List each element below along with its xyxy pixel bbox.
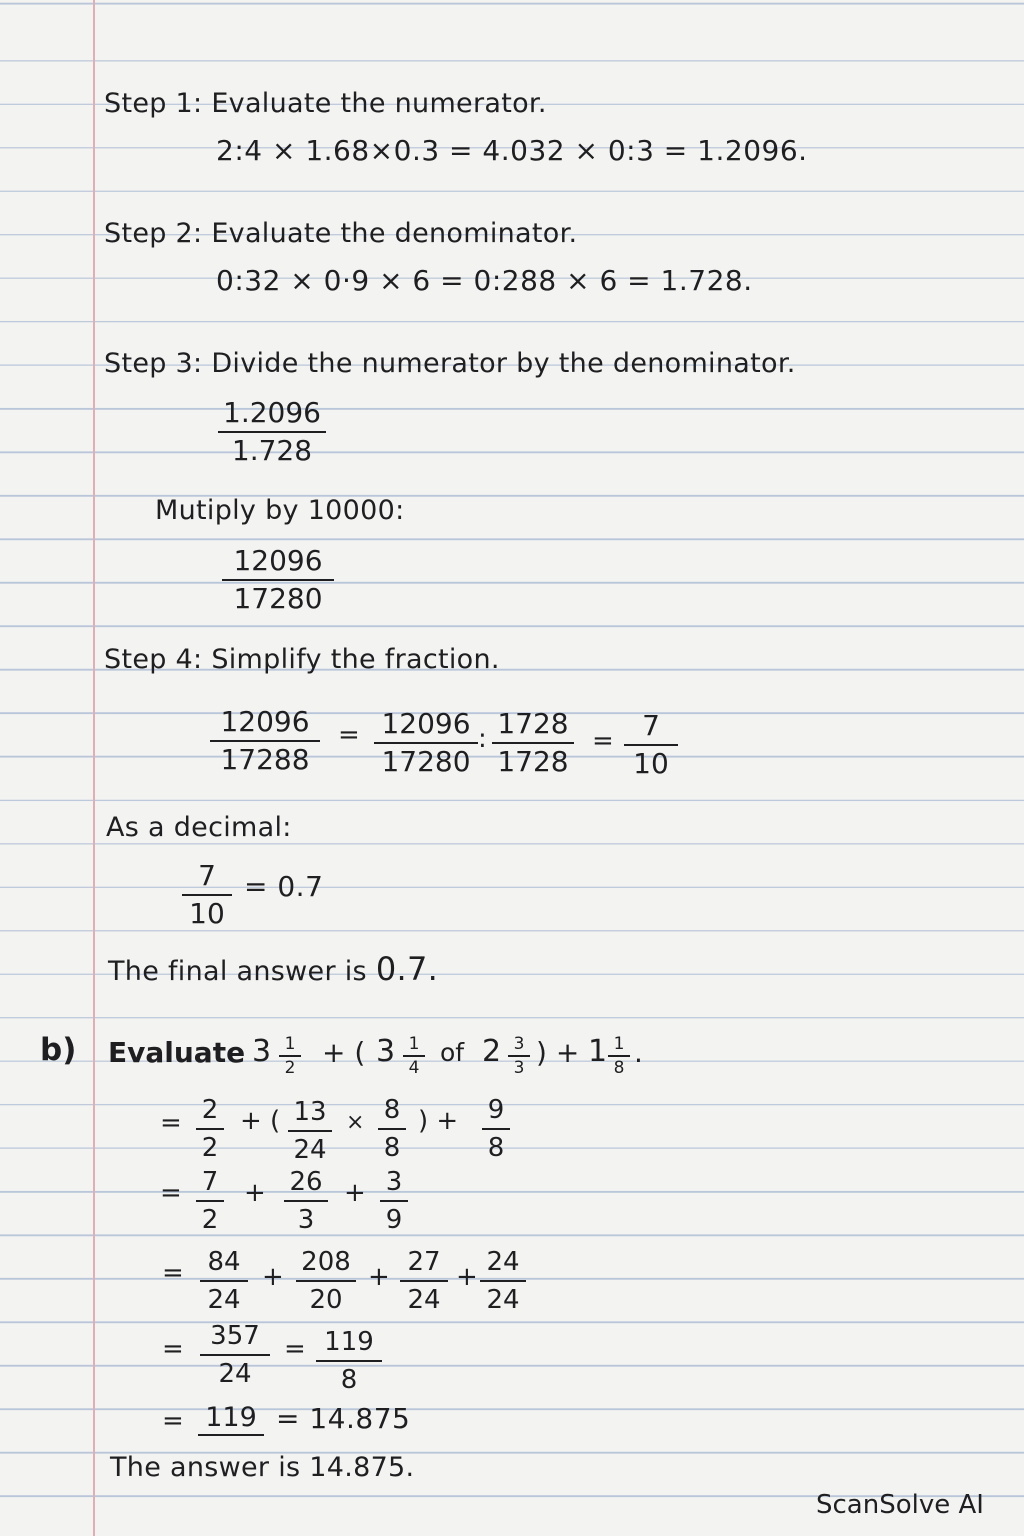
line1-fraction-d bbox=[482, 1094, 510, 1164]
fraction-bar bbox=[288, 1130, 332, 1132]
operator: + bbox=[368, 1262, 390, 1292]
final-answer-text bbox=[108, 950, 438, 988]
operator: ) + bbox=[418, 1106, 459, 1136]
fraction-numerator: 1 bbox=[284, 1034, 296, 1054]
scansolve-watermark: ScanSolve AI bbox=[816, 1490, 984, 1520]
fraction-bar bbox=[380, 1200, 408, 1202]
evaluate-word: Evaluate bbox=[108, 1036, 246, 1069]
operator: + ( bbox=[240, 1106, 281, 1136]
fraction-numerator: 208 bbox=[301, 1247, 351, 1277]
part-b-answer: The answer is 14.875. bbox=[110, 1452, 415, 1483]
step3-fraction-2 bbox=[222, 545, 334, 615]
line4-fraction-b bbox=[316, 1326, 382, 1396]
fraction-bar bbox=[279, 1055, 301, 1057]
equals-sign: = bbox=[160, 1178, 182, 1208]
of-word: of bbox=[440, 1038, 465, 1067]
step3-fraction-1 bbox=[218, 397, 326, 467]
fraction-denominator: 3 bbox=[513, 1057, 525, 1078]
operator: + bbox=[262, 1262, 284, 1292]
part-b-label: b) bbox=[40, 1032, 77, 1068]
fraction-numerator: 7 bbox=[201, 1167, 219, 1197]
line2-fraction-b bbox=[284, 1166, 328, 1236]
fraction-bar bbox=[374, 742, 478, 744]
fraction-denominator: 24 bbox=[293, 1135, 327, 1165]
step4-fraction-1 bbox=[210, 706, 320, 776]
fraction-denominator: 20 bbox=[309, 1285, 343, 1315]
fraction-bar bbox=[196, 1128, 224, 1130]
equals-sign: = bbox=[162, 1406, 184, 1436]
period: . bbox=[634, 1036, 643, 1069]
fraction-denominator: 8 bbox=[340, 1365, 358, 1395]
fraction-denominator: 4 bbox=[408, 1057, 420, 1078]
equals-sign: = bbox=[592, 726, 614, 756]
line1-fraction-b bbox=[288, 1096, 332, 1166]
fraction-denominator: 2 bbox=[284, 1057, 296, 1078]
fraction-bar bbox=[296, 1280, 356, 1282]
equals-sign: = bbox=[162, 1258, 184, 1288]
decimal-label: As a decimal: bbox=[106, 812, 292, 843]
mixed-fraction-4 bbox=[608, 1034, 630, 1078]
equals-sign: = bbox=[284, 1334, 306, 1364]
fraction-denominator: 2 bbox=[201, 1133, 219, 1163]
line5-result: = 14.875 bbox=[276, 1402, 411, 1435]
fraction-denominator: 2 bbox=[201, 1205, 219, 1235]
fraction-denominator: 8 bbox=[613, 1057, 625, 1078]
fraction-denominator: 8 bbox=[487, 1133, 505, 1163]
operator: + ( bbox=[322, 1036, 366, 1069]
fraction-numerator: 12096 bbox=[381, 707, 471, 740]
fraction-numerator: 26 bbox=[289, 1167, 323, 1197]
fraction-bar bbox=[210, 740, 320, 742]
fraction-numerator: 357 bbox=[210, 1321, 260, 1351]
fraction-bar bbox=[403, 1055, 425, 1057]
fraction-bar bbox=[508, 1055, 530, 1057]
fraction-bar bbox=[378, 1128, 406, 1130]
fraction-bar bbox=[480, 1280, 526, 1282]
mixed-fraction-1 bbox=[279, 1034, 301, 1078]
fraction-bar bbox=[218, 431, 326, 433]
final-answer-label: The final answer is bbox=[108, 956, 367, 987]
fraction-denominator: 17280 bbox=[381, 745, 471, 778]
fraction-numerator: 27 bbox=[407, 1247, 441, 1277]
fraction-bar bbox=[284, 1200, 328, 1202]
fraction-numerator: 12096 bbox=[220, 705, 310, 738]
fraction-numerator: 12096 bbox=[233, 544, 323, 577]
fraction-denominator: 10 bbox=[189, 897, 225, 930]
fraction-bar bbox=[608, 1055, 630, 1057]
fraction-denominator: 17280 bbox=[233, 582, 323, 615]
fraction-bar bbox=[316, 1360, 382, 1362]
operator: + bbox=[456, 1262, 478, 1292]
line5-value: 119 bbox=[198, 1402, 264, 1436]
line1-fraction-a bbox=[196, 1094, 224, 1164]
fraction-denominator: 1728 bbox=[497, 745, 569, 778]
line2-fraction-c bbox=[380, 1166, 408, 1236]
fraction-bar bbox=[222, 579, 334, 581]
fraction-bar bbox=[482, 1128, 510, 1130]
mixed-fraction-2 bbox=[403, 1034, 425, 1078]
step2-equation: 0:32 × 0·9 × 6 = 0:288 × 6 = 1.728. bbox=[216, 264, 753, 297]
fraction-numerator: 24 bbox=[486, 1247, 520, 1277]
fraction-numerator: 13 bbox=[293, 1097, 327, 1127]
fraction-bar bbox=[200, 1354, 270, 1356]
step2-heading: Step 2: Evaluate the denominator. bbox=[104, 218, 578, 249]
fraction-numerator: 1.2096 bbox=[223, 396, 321, 429]
equals-sign: = bbox=[162, 1334, 184, 1364]
multiply-note: Mutiply by 10000: bbox=[155, 495, 405, 526]
fraction-denominator: 17288 bbox=[220, 743, 310, 776]
mixed-whole: 1 bbox=[588, 1034, 608, 1069]
fraction-numerator: 3 bbox=[513, 1034, 525, 1054]
operator: + bbox=[344, 1178, 366, 1208]
operator: + bbox=[244, 1178, 266, 1208]
decimal-result: = 0.7 bbox=[244, 870, 324, 903]
decimal-fraction bbox=[182, 860, 232, 930]
fraction-numerator: 3 bbox=[385, 1167, 403, 1197]
fraction-denominator: 24 bbox=[218, 1359, 252, 1389]
fraction-denominator: 24 bbox=[486, 1285, 520, 1315]
step4-heading: Step 4: Simplify the fraction. bbox=[104, 644, 500, 675]
fraction-denominator: 1.728 bbox=[231, 434, 313, 467]
fraction-denominator: 8 bbox=[383, 1133, 401, 1163]
equals-sign: = bbox=[338, 720, 360, 750]
fraction-bar bbox=[182, 894, 232, 896]
fraction-bar bbox=[196, 1200, 224, 1202]
step3-heading: Step 3: Divide the numerator by the denominator. bbox=[104, 348, 796, 379]
fraction-denominator: 3 bbox=[297, 1205, 315, 1235]
mixed-fraction-3 bbox=[508, 1034, 530, 1078]
step4-fraction-4 bbox=[624, 710, 678, 780]
fraction-denominator: 24 bbox=[407, 1285, 441, 1315]
mixed-whole: 3 bbox=[252, 1034, 272, 1069]
fraction-denominator: 24 bbox=[207, 1285, 241, 1315]
fraction-bar bbox=[200, 1280, 248, 1282]
fraction-bar bbox=[400, 1280, 448, 1282]
operator: ) + bbox=[536, 1036, 580, 1069]
step4-fraction-2 bbox=[374, 708, 478, 778]
step4-fraction-3 bbox=[492, 708, 574, 778]
fraction-numerator: 9 bbox=[487, 1095, 505, 1125]
line3-fraction-c bbox=[400, 1246, 448, 1316]
fraction-numerator: 7 bbox=[198, 859, 216, 892]
final-answer-value: 0.7. bbox=[375, 950, 439, 988]
line1-fraction-c bbox=[378, 1094, 406, 1164]
line3-fraction-a bbox=[200, 1246, 248, 1316]
division-sign: : bbox=[478, 724, 487, 754]
fraction-numerator: 1 bbox=[408, 1034, 420, 1054]
fraction-numerator: 8 bbox=[383, 1095, 401, 1125]
line2-fraction-a bbox=[196, 1166, 224, 1236]
fraction-bar bbox=[624, 744, 678, 746]
fraction-numerator: 1728 bbox=[497, 707, 569, 740]
mixed-whole: 2 bbox=[482, 1034, 502, 1069]
equals-sign: = bbox=[160, 1108, 182, 1138]
fraction-denominator: 9 bbox=[385, 1205, 403, 1235]
fraction-numerator: 1 bbox=[613, 1034, 625, 1054]
fraction-denominator: 10 bbox=[633, 747, 669, 780]
fraction-numerator: 84 bbox=[207, 1247, 241, 1277]
times-sign: × bbox=[346, 1110, 365, 1135]
step1-heading: Step 1: Evaluate the numerator. bbox=[104, 88, 547, 119]
notebook-margin-line bbox=[93, 0, 95, 1536]
fraction-numerator: 7 bbox=[642, 709, 660, 742]
fraction-bar bbox=[492, 742, 574, 744]
line3-fraction-b bbox=[296, 1246, 356, 1316]
mixed-whole: 3 bbox=[376, 1034, 396, 1069]
fraction-numerator: 119 bbox=[324, 1327, 374, 1357]
step1-equation: 2:4 × 1.68×0.3 = 4.032 × 0:3 = 1.2096. bbox=[216, 134, 808, 167]
fraction-numerator: 2 bbox=[201, 1095, 219, 1125]
line4-fraction-a bbox=[200, 1320, 270, 1390]
line3-fraction-d bbox=[480, 1246, 526, 1316]
